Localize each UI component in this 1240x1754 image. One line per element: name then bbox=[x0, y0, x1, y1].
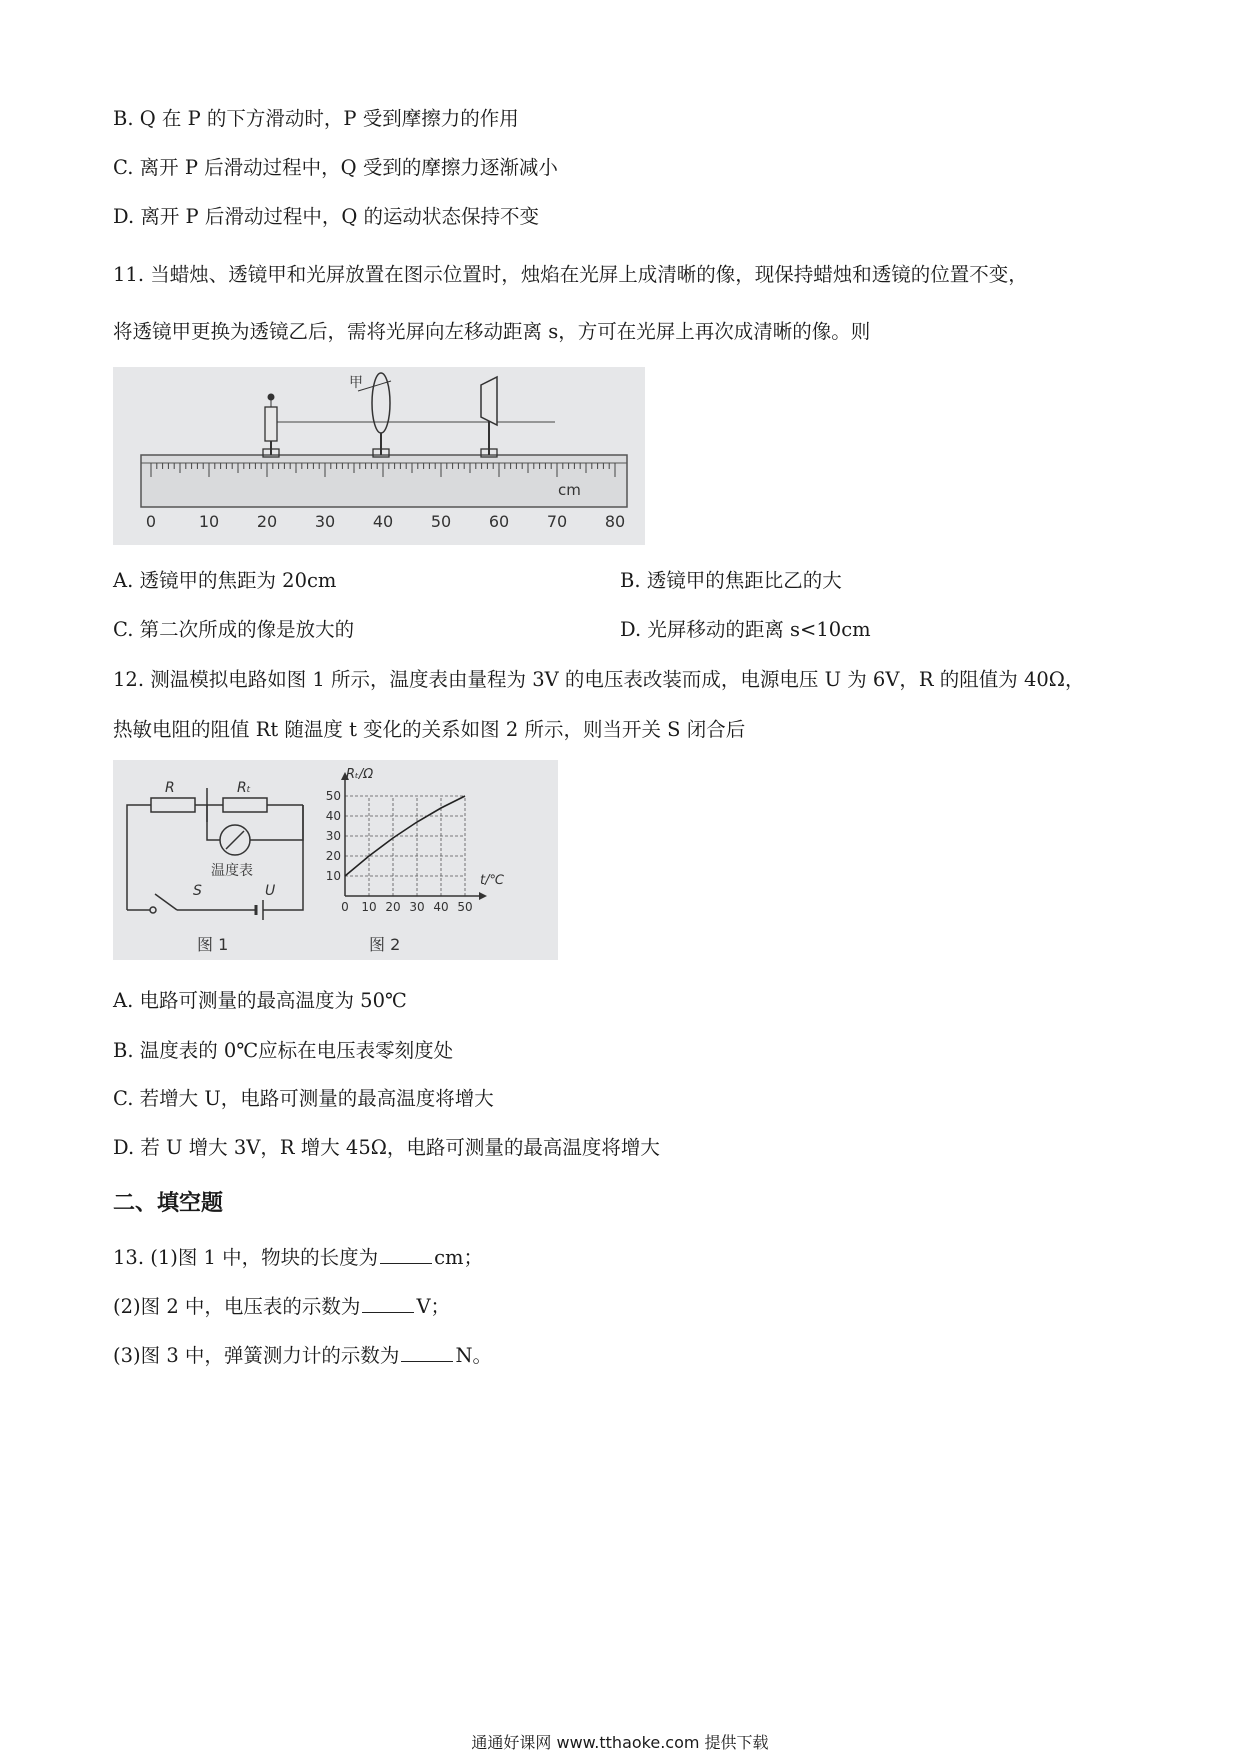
ruler-tick-labels bbox=[146, 512, 625, 531]
circuit-diagram bbox=[127, 788, 303, 920]
figure1-caption: 图 1 bbox=[197, 935, 229, 954]
x-tick-label: 50 bbox=[457, 900, 473, 914]
q13-part1-text: 13. (1)图 1 中，物块的长度为 bbox=[113, 1246, 379, 1269]
q11-option-b: B. 透镜甲的焦距比乙的大 bbox=[620, 569, 842, 592]
page-footer: 通通好课网 www.tthaoke.com 提供下载 bbox=[471, 1733, 769, 1752]
q13-line1 bbox=[113, 1245, 483, 1271]
q12-stem-line2: 热敏电阻的阻值 Rt 随温度 t 变化的关系如图 2 所示，则当开关 S 闭合后 bbox=[113, 718, 746, 741]
q10-option-b: B. Q 在 P 的下方滑动时，P 受到摩擦力的作用 bbox=[113, 107, 519, 130]
q10-option-c: C. 离开 P 后滑动过程中，Q 受到的摩擦力逐渐减小 bbox=[113, 156, 558, 179]
graph-ylabel: Rₜ/Ω bbox=[346, 767, 374, 782]
x-tick-label: 0 bbox=[341, 900, 349, 914]
figure2-caption: 图 2 bbox=[369, 935, 401, 954]
q12-stem-line1: 12. 测温模拟电路如图 1 所示，温度表由量程为 3V 的电压表改装而成，电源电压 U 为 6V，R 的阻值为 40Ω， bbox=[113, 668, 1085, 691]
q13-part1-unit: cm； bbox=[434, 1246, 484, 1269]
q13-part3-unit: N。 bbox=[455, 1344, 493, 1367]
ruler-tick-label: 80 bbox=[604, 512, 626, 531]
candle-icon bbox=[263, 394, 279, 458]
resistor-r bbox=[151, 798, 195, 812]
lens-label: 甲 bbox=[349, 375, 363, 391]
x-axis-arrow bbox=[479, 892, 487, 900]
circuit-and-graph-figure bbox=[113, 760, 558, 960]
ruler-unit-label: cm bbox=[558, 481, 581, 499]
graph-xlabel: t/℃ bbox=[480, 873, 505, 888]
ruler-tick-label: 10 bbox=[198, 512, 220, 531]
y-tick-label: 10 bbox=[325, 869, 341, 883]
y-tick-label: 20 bbox=[325, 849, 341, 863]
x-tick-label: 30 bbox=[409, 900, 425, 914]
ruler-tick-label: 60 bbox=[488, 512, 510, 531]
ruler-tick-label: 70 bbox=[546, 512, 568, 531]
y-tick-label: 40 bbox=[325, 809, 341, 823]
x-tick-label: 20 bbox=[385, 900, 401, 914]
ruler-tick-label: 50 bbox=[430, 512, 452, 531]
q13-line2 bbox=[113, 1294, 450, 1320]
light-screen-icon bbox=[481, 377, 497, 457]
y-tick-label: 50 bbox=[325, 789, 341, 803]
q13-blank-3[interactable] bbox=[401, 1343, 453, 1362]
y-tick-label: 30 bbox=[325, 829, 341, 843]
q13-line3 bbox=[113, 1343, 492, 1369]
q12-option-c: C. 若增大 U，电路可测量的最高温度将增大 bbox=[113, 1087, 494, 1110]
q12-option-a: A. 电路可测量的最高温度为 50℃ bbox=[113, 989, 407, 1012]
q13-blank-1[interactable] bbox=[380, 1245, 432, 1264]
q11-option-a: A. 透镜甲的焦距为 20cm bbox=[113, 569, 337, 592]
ruler-tick-label: 40 bbox=[372, 512, 394, 531]
resistor-rt bbox=[223, 798, 267, 812]
ruler-tick-label: 30 bbox=[314, 512, 336, 531]
source-label: U bbox=[265, 883, 276, 899]
ruler-tick-label: 20 bbox=[256, 512, 278, 531]
q13-blank-2[interactable] bbox=[362, 1294, 414, 1313]
x-tick-label: 10 bbox=[361, 900, 377, 914]
resistor-rt-label: Rₜ bbox=[237, 780, 251, 796]
q12-option-b: B. 温度表的 0℃应标在电压表零刻度处 bbox=[113, 1039, 454, 1062]
q13-part3-text: (3)图 3 中，弹簧测力计的示数为 bbox=[113, 1344, 400, 1367]
meter-label: 温度表 bbox=[211, 863, 253, 879]
ruler-tick-label: 0 bbox=[145, 512, 157, 531]
switch-label: S bbox=[193, 883, 202, 899]
optical-bench-figure bbox=[113, 367, 645, 545]
q11-stem-line2: 将透镜甲更换为透镜乙后，需将光屏向左移动距离 s，方可在光屏上再次成清晰的像。则 bbox=[113, 320, 871, 343]
q13-part2-text: (2)图 2 中，电压表的示数为 bbox=[113, 1295, 361, 1318]
x-tick-label: 40 bbox=[433, 900, 449, 914]
q11-option-d: D. 光屏移动的距离 s<10cm bbox=[620, 618, 871, 641]
rt-temperature-graph bbox=[326, 772, 487, 914]
section-title: 二、填空题 bbox=[113, 1191, 224, 1216]
q11-stem-line1: 11. 当蜡烛、透镜甲和光屏放置在图示位置时，烛焰在光屏上成清晰的像，现保持蜡烛和透镜的位置不变， bbox=[113, 263, 1028, 286]
resistor-r-label: R bbox=[165, 780, 175, 796]
q13-part2-unit: V； bbox=[416, 1295, 451, 1318]
q10-option-d: D. 离开 P 后滑动过程中，Q 的运动状态保持不变 bbox=[113, 205, 540, 228]
q11-option-c: C. 第二次所成的像是放大的 bbox=[113, 618, 355, 641]
q12-option-d: D. 若 U 增大 3V，R 增大 45Ω，电路可测量的最高温度将增大 bbox=[113, 1136, 660, 1159]
